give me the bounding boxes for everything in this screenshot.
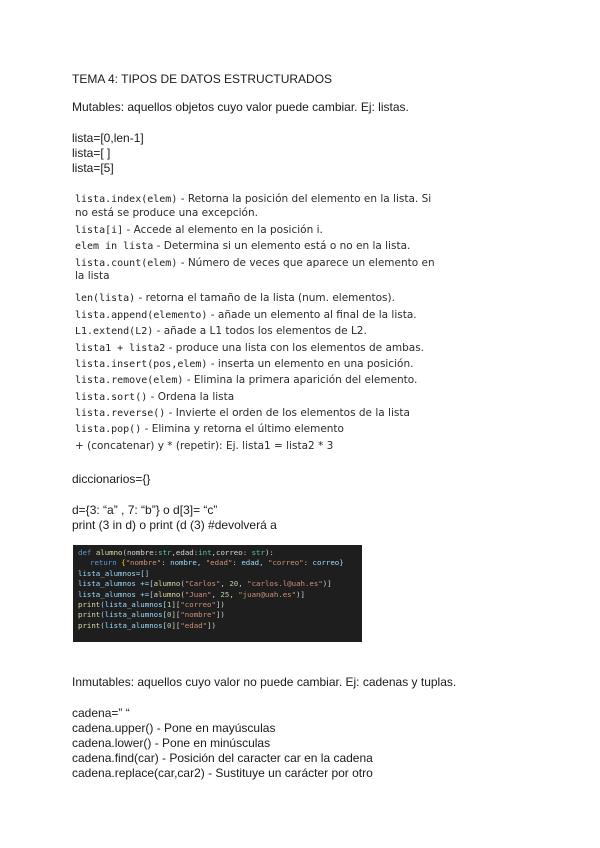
cadena-line: cadena.lower() - Pone en minúsculas [72,736,271,750]
method-line: elem in lista - Determina si un elemento está o no en la lista. [75,240,411,252]
method-line: lista[i] - Accede al elemento en la posición i. [75,224,323,236]
method-line: lista.count(elem) - Número de veces que aparece un elemento en [75,257,435,269]
dicc-title: diccionarios={} [72,472,151,486]
method-line: lista.insert(pos,elem) - inserta un elemento en una posición. [75,358,414,370]
page-title: TEMA 4: TIPOS DE DATOS ESTRUCTURADOS [72,72,333,86]
inmutables-intro: Inmutables: aquellos cuyo valor no puede cambiar. Ej: cadenas y tuplas. [72,675,457,689]
mutables-intro: Mutables: aquellos objetos cuyo valor puede cambiar. Ej: listas. [72,100,409,114]
code-line: print(lista_alumnos[0]["edad"]) [78,620,216,630]
method-line: lista.sort() - Ordena la lista [75,391,235,403]
code-snippet [73,545,362,642]
method-line: lista.pop() - Elimina y retorna el último elemento [75,423,344,435]
code-line: print(lista_alumnos[0]["nombre"]) [78,610,225,620]
cadena-line: cadena.upper() - Pone en mayúsculas [72,721,276,735]
code-line: return {"nombre": nombre, "edad": edad, "correo": correo} [90,558,344,568]
lista-example: lista=[5] [72,161,114,175]
code-line: lista_alumnos +=[alumno("Juan", 25, "juan@uah.es")] [78,589,305,599]
method-line: + (concatenar) y * (repetir): Ej. lista1 = lista2 * 3 [75,440,334,452]
method-line: lista.remove(elem) - Elimina la primera aparición del elemento. [75,374,418,386]
cadena-line: cadena.find(car) - Posición del caracter car en la cadena [72,751,373,765]
code-line: def alumno(nombre:str,edad:int,correo: str): [78,548,274,557]
method-line: lista.index(elem) - Retorna la posición del elemento en la lista. Si [75,193,432,205]
method-line: lista1 + lista2 - produce una lista con los elementos de ambas. [75,342,425,354]
lista-example: lista=[ ] [72,146,111,160]
method-line: L1.extend(L2) - añade a L1 todos los elementos de L2. [75,325,367,337]
dicc-example: d={3: “a” , 7: “b”} o d[3]= “c” [72,503,218,517]
dicc-example: print (3 in d) o print (d (3) #devolverá a [72,518,277,532]
method-line: len(lista) - retorna el tamaño de la lista (num. elementos). [75,292,395,304]
method-line: no está se produce una excepción. [75,207,258,219]
method-line: lista.append(elemento) - añade un elemento al final de la lista. [75,309,417,321]
method-line: la lista [75,270,110,282]
method-line: lista.reverse() - Invierte el orden de los elementos de la lista [75,407,410,419]
code-line: lista_alumnos +=[alumno("Carlos", 20, "carlos.l@uah.es")] [78,579,332,589]
lista-example: lista=[0,len-1] [72,131,144,145]
code-line: print(lista_alumnos[1]["correo"]) [78,600,225,610]
code-line: lista_alumnos=[] [78,568,150,578]
cadena-line: cadena=” “ [72,706,130,720]
cadena-line: cadena.replace(car,car2) - Sustituye un carácter por otro [72,766,373,780]
